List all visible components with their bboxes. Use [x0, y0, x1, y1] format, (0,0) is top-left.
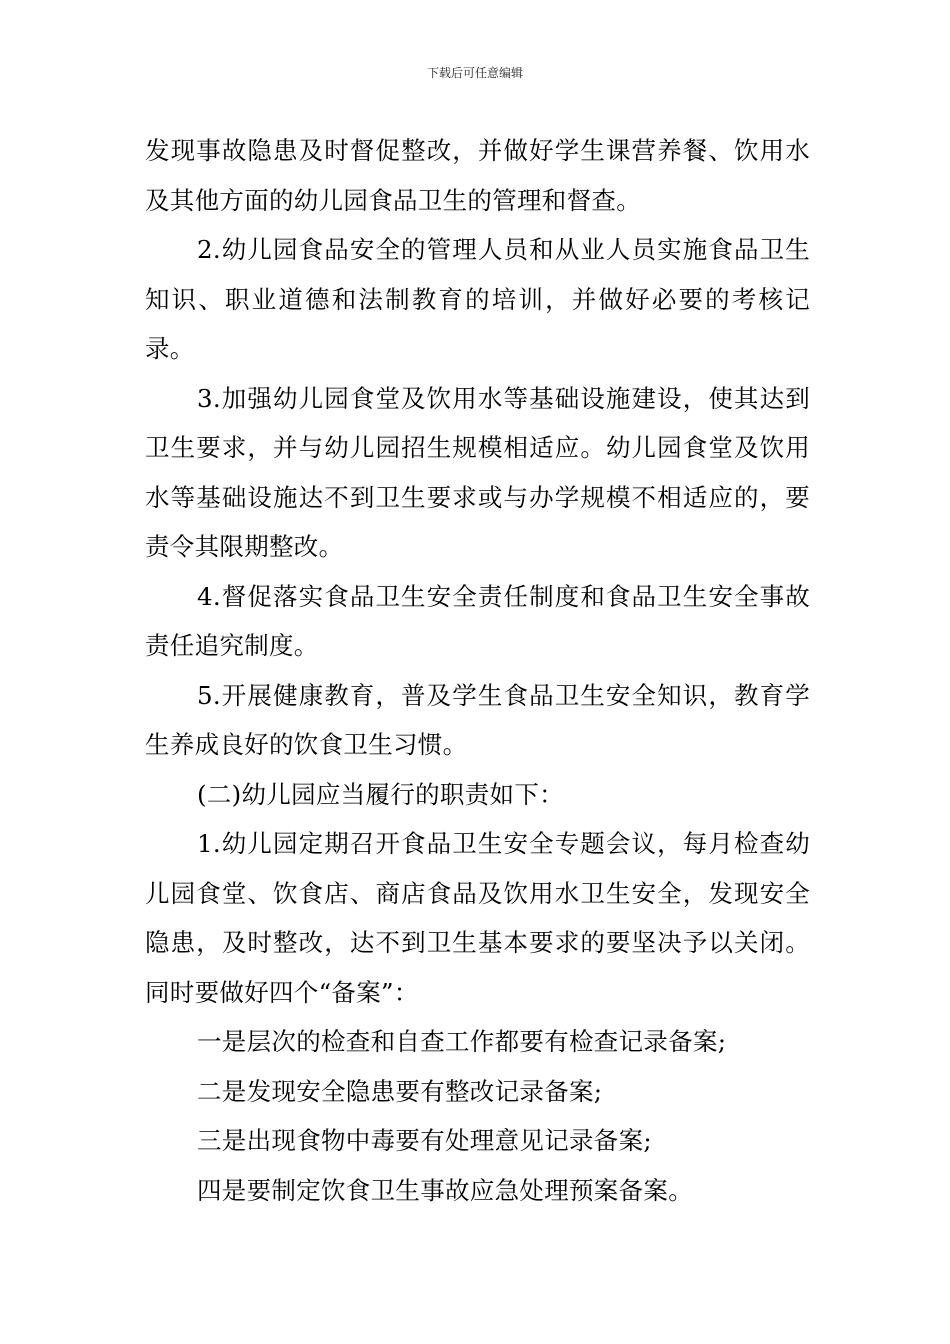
paragraph: 发现事故隐患及时督促整改，并做好学生课营养餐、饮用水及其他方面的幼儿园食品卫生的管理和督查。	[145, 136, 810, 215]
paragraph: 5.开展健康教育，普及学生食品卫生安全知识，教育学生养成良好的饮食卫生习惯。	[145, 680, 810, 759]
paragraph: 三是出现食物中毒要有处理意见记录备案;	[197, 1126, 652, 1155]
paragraph: 四是要制定饮食卫生事故应急处理预案备案。	[197, 1175, 693, 1205]
paragraph: 2.幼儿园食品安全的管理人员和从业人员实施食品卫生知识、职业道德和法制教育的培训，并做好必要的考核记录。	[145, 235, 810, 363]
paragraph: 1.幼儿园定期召开食品卫生安全专题会议，每月检查幼儿园食堂、饮食店、商店食品及饮用水卫生安全，发现安全隐患，及时整改，达不到卫生基本要求的要坚决予以关闭。同时要做好四个“备案”：	[145, 829, 810, 1007]
paragraph: 4.督促落实食品卫生安全责任制度和食品卫生安全事故责任追究制度。	[145, 581, 810, 660]
paragraph: 一是层次的检查和自查工作都要有检查记录备案;	[197, 1027, 727, 1056]
document-body	[145, 126, 810, 1215]
paragraph: 3.加强幼儿园食堂及饮用水等基础设施建设，使其达到卫生要求，并与幼儿园招生规模相适应。幼儿园食堂及饮用水等基础设施达不到卫生要求或与办学规模不相适应的，要责令其限期整改。	[145, 383, 810, 561]
paragraph: 二是发现安全隐患要有整改记录备案;	[197, 1076, 603, 1106]
page-header: 下载后可任意编辑	[426, 66, 523, 80]
paragraph: (二)幼儿园应当履行的职责如下：	[197, 779, 564, 809]
